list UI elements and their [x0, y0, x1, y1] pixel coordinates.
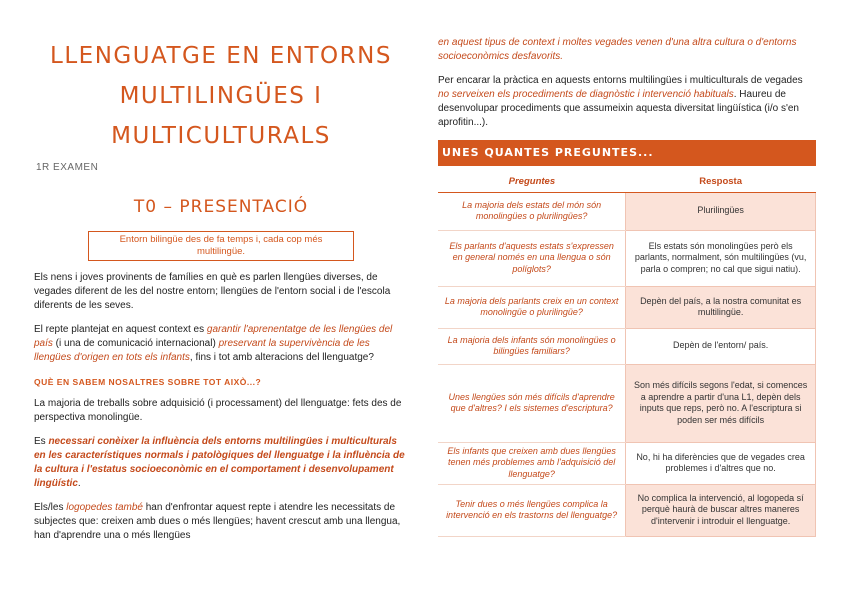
p2-highlight-2: preservant la supervivència de les llengües d'origen en tots els infants: [34, 338, 370, 363]
right-column: [438, 36, 816, 537]
table-row: [438, 442, 816, 484]
p2-text-a: El repte plantejat en aquest context es: [34, 324, 207, 335]
answer-cell: Plurilingües: [626, 192, 816, 230]
table-row: [438, 484, 816, 536]
table-row: [438, 328, 816, 364]
table-row: [438, 230, 816, 286]
page-title: [34, 36, 408, 156]
rp2-highlight: no serveixen els procediments de diagnòstic i intervenció habituals: [438, 89, 734, 100]
question-cell: La majoria dels parlants creix en un context monolingüe o plurilingüe?: [438, 286, 626, 328]
right-paragraph-2: [438, 74, 816, 130]
column-header-answer: Resposta: [626, 172, 816, 192]
p4-text-c: .: [77, 478, 81, 489]
exam-label: 1R EXAMEN: [36, 162, 99, 173]
right-paragraph-1: en aquest tipus de context i moltes vegades venen d'una altra cultura o d'entorns socioeconòmics desfavorits.: [438, 37, 797, 62]
rp2-text-a: Per encarar la pràctica en aquests entorns multilingües i multiculturals de vegades: [438, 75, 803, 86]
question-cell: Els parlants d'aquests estats s'expressen en general només en una llengua o són políglots?: [438, 230, 626, 286]
title-line-1: LLENGUATGE EN ENTORNS: [50, 43, 392, 69]
paragraph-5: [34, 501, 408, 543]
subheading: QUÈ EN SABEM NOSALTRES SOBRE TOT AIXÒ...?: [34, 377, 262, 387]
table-row: [438, 364, 816, 442]
p5-highlight: logopedes també: [66, 502, 143, 513]
p5-text-a: Els/les: [34, 502, 67, 513]
question-cell: Tenir dues o més llengües complica la intervenció en els trastorns del llenguatge?: [438, 484, 626, 536]
question-cell: La majoria dels estats del món són monolingües o plurilingües?: [438, 192, 626, 230]
questions-table: [438, 172, 816, 537]
left-column: [34, 36, 408, 543]
paragraph-1: Els nens i joves provinents de famílies en què es parlen llengües diverses, de vegades diferent de les del nostre entorn; llengües de l'entorn social i de l'escola diferents de les seves.: [34, 272, 391, 311]
question-cell: Els infants que creixen amb dues llengües tenen més problemes amb l'adquisició del llenguatge?: [438, 442, 626, 484]
answer-cell: Els estats són monolingües però els parlants, normalment, són multilingües (vu, parla o compren; no cal que sigui natiu).: [626, 230, 816, 286]
p4-highlight: necessari conèixer la influència dels entorns multilingües i multiculturals en les característiques normals i patològiques del llenguatge i la influència de la cultura i l'estatus socioeconòmic en el comportament i desenvolupament lingüístic: [34, 436, 405, 489]
p5-text-c: han d'enfrontar aquest repte i atendre les necessitats de subjectes que: creixen amb dues o més llengües; havent crescut amb una llengua, han d'aprendre una o més llengües: [34, 502, 401, 541]
title-line-2: MULTILINGÜES I MULTICULTURALS: [111, 83, 331, 149]
answer-cell: No complica la intervenció, al logopeda sí perquè haurà de buscar altres maneres d'intervenir i introduir el llenguatge.: [626, 484, 816, 536]
p4-text-a: Es: [34, 436, 49, 447]
paragraph-4: [34, 435, 408, 491]
table-row: [438, 192, 816, 230]
question-cell: Unes llengües són més difícils d'aprendre que d'altres? I els sistemes d'escriptura?: [438, 364, 626, 442]
p2-highlight-1: garantir l'aprenentatge de les llengües del país: [34, 324, 393, 349]
p2-text-e: , fins i tot amb alteracions del llenguatge?: [189, 352, 374, 363]
answer-cell: Depèn del país, a la nostra comunitat es multilingüe.: [626, 286, 816, 328]
answer-cell: No, hi ha diferències que de vegades crea problemes i d'altres que no.: [626, 442, 816, 484]
table-row: [438, 286, 816, 328]
paragraph-3: La majoria de treballs sobre adquisició (i processament) del llenguatge: fets des de perspectiva monolingüe.: [34, 398, 402, 423]
question-cell: La majoria dels infants són monolingües o bilingües familiars?: [438, 328, 626, 364]
answer-cell: Son més difícils segons l'edat, si comences a aprendre a partir d'una L1, depèn dels inputs que reps, però no. A l'escriptura si poden ser més difícils: [626, 364, 816, 442]
table-header-row: [438, 172, 816, 192]
boxed-note: Entorn bilingüe des de fa temps i, cada cop més multilingüe.: [88, 231, 354, 261]
section-title: T0 – PRESENTACIÓ: [133, 197, 309, 217]
column-header-questions: Preguntes: [438, 172, 626, 192]
questions-banner: UNES QUANTES PREGUNTES...: [438, 140, 816, 166]
answer-cell: Depèn de l'entorn/ país.: [626, 328, 816, 364]
p2-text-c: (i una de comunicació internacional): [52, 338, 219, 349]
paragraph-2: [34, 323, 408, 365]
rp2-text-c: . Haureu de desenvolupar procediments que assumeixin aquesta diversitat lingüística (i/o s'en aprofitin...).: [438, 89, 799, 128]
